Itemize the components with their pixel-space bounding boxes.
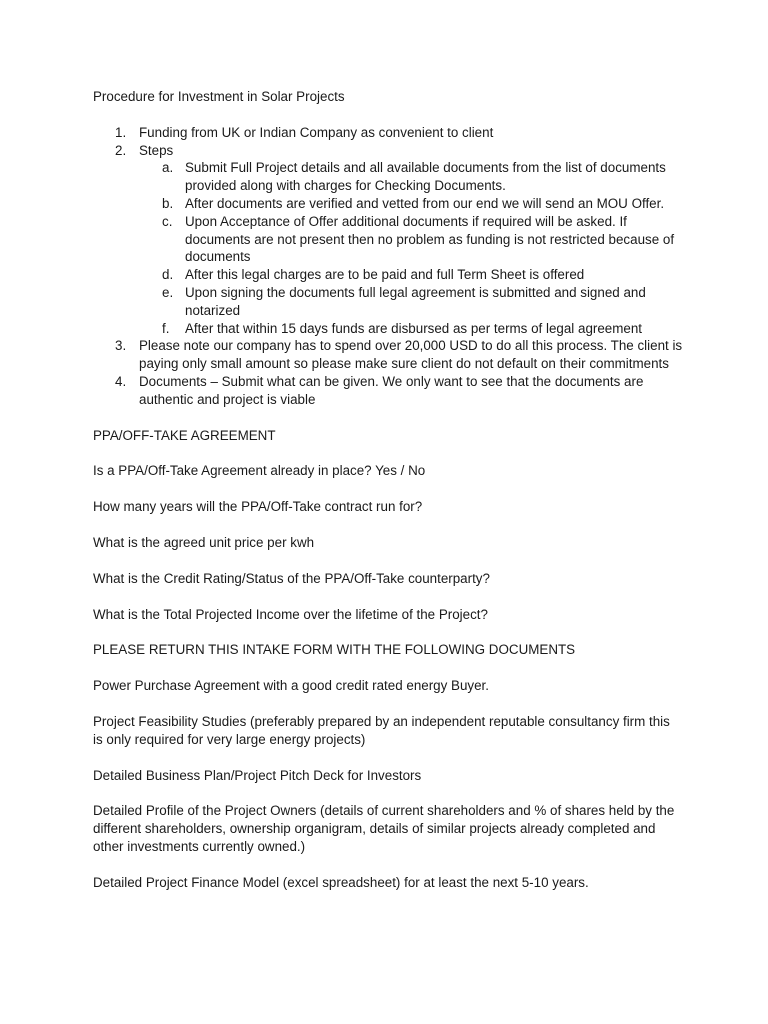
required-document: Detailed Profile of the Project Owners (details of current shareholders and % of shares held by the different shareholders, ownership organigram, details of similar projects already completed and other investments currently owned.) <box>93 803 675 854</box>
ppa-question: What is the agreed unit price per kwh <box>93 534 315 550</box>
step-text: Documents – Submit what can be given. We only want to see that the documents are authentic and project is viable <box>139 373 644 407</box>
required-document: Detailed Project Finance Model (excel spreadsheet) for at least the next 5-10 years. <box>93 874 589 890</box>
sub-step-item <box>93 320 683 338</box>
sub-step-item <box>93 284 683 320</box>
required-document: Power Purchase Agreement with a good credit rated energy Buyer. <box>93 678 489 694</box>
sub-step-letter: d. <box>162 267 174 283</box>
step-number: 2. <box>115 142 127 158</box>
step-item <box>93 373 683 409</box>
sub-step-letter: c. <box>162 213 173 229</box>
sub-step-item <box>93 159 683 195</box>
sub-step-item <box>93 266 683 284</box>
step-item <box>93 142 683 338</box>
required-document: Detailed Business Plan/Project Pitch Deck for Investors <box>93 767 422 783</box>
step-text: Steps <box>139 142 174 158</box>
sub-steps <box>139 159 683 337</box>
ppa-question: How many years will the PPA/Off-Take contract run for? <box>93 499 423 515</box>
sub-step-text: Submit Full Project details and all available documents from the list of documents provided along with charges for Checking Documents. <box>185 160 666 194</box>
sub-step-letter: a. <box>162 160 174 176</box>
step-item <box>93 337 683 373</box>
sub-step-text: Upon Acceptance of Offer additional documents if required will be asked. If documents are not present then no problem as funding is not restricted because of documents <box>185 213 675 265</box>
sub-step-letter: b. <box>162 195 174 211</box>
ppa-question: What is the Credit Rating/Status of the PPA/Off-Take counterparty? <box>93 570 490 586</box>
step-number: 3. <box>115 338 127 354</box>
step-item <box>93 124 683 142</box>
sub-step-text: After this legal charges are to be paid and full Term Sheet is offered <box>185 267 585 283</box>
required-document: Project Feasibility Studies (preferably prepared by an independent reputable consultancy firm this is only required for very large energy projects) <box>93 713 670 747</box>
sub-step-item <box>93 213 683 266</box>
ppa-heading: PPA/OFF-TAKE AGREEMENT <box>93 427 276 443</box>
sub-step-letter: e. <box>162 284 174 300</box>
return-heading: PLEASE RETURN THIS INTAKE FORM WITH THE FOLLOWING DOCUMENTS <box>93 642 576 658</box>
sub-step-text: After that within 15 days funds are disbursed as per terms of legal agreement <box>185 320 643 336</box>
step-number: 1. <box>115 124 127 140</box>
sub-step-text: Upon signing the documents full legal agreement is submitted and signed and notarized <box>185 284 646 318</box>
sub-step-letter: f. <box>162 320 170 336</box>
step-text: Please note our company has to spend over 20,000 USD to do all this process. The client is paying only small amount so please make sure client do not default on their commitments <box>139 338 683 372</box>
document-body <box>93 88 683 892</box>
sub-step-text: After documents are verified and vetted from our end we will send an MOU Offer. <box>185 195 665 211</box>
ppa-question: Is a PPA/Off-Take Agreement already in place? Yes / No <box>93 463 426 479</box>
step-text: Funding from UK or Indian Company as convenient to client <box>139 124 494 140</box>
document-title: Procedure for Investment in Solar Projects <box>93 89 345 104</box>
ppa-question: What is the Total Projected Income over the lifetime of the Project? <box>93 606 488 622</box>
sub-step-item <box>93 195 683 213</box>
procedure-steps <box>93 124 683 409</box>
step-number: 4. <box>115 373 127 389</box>
